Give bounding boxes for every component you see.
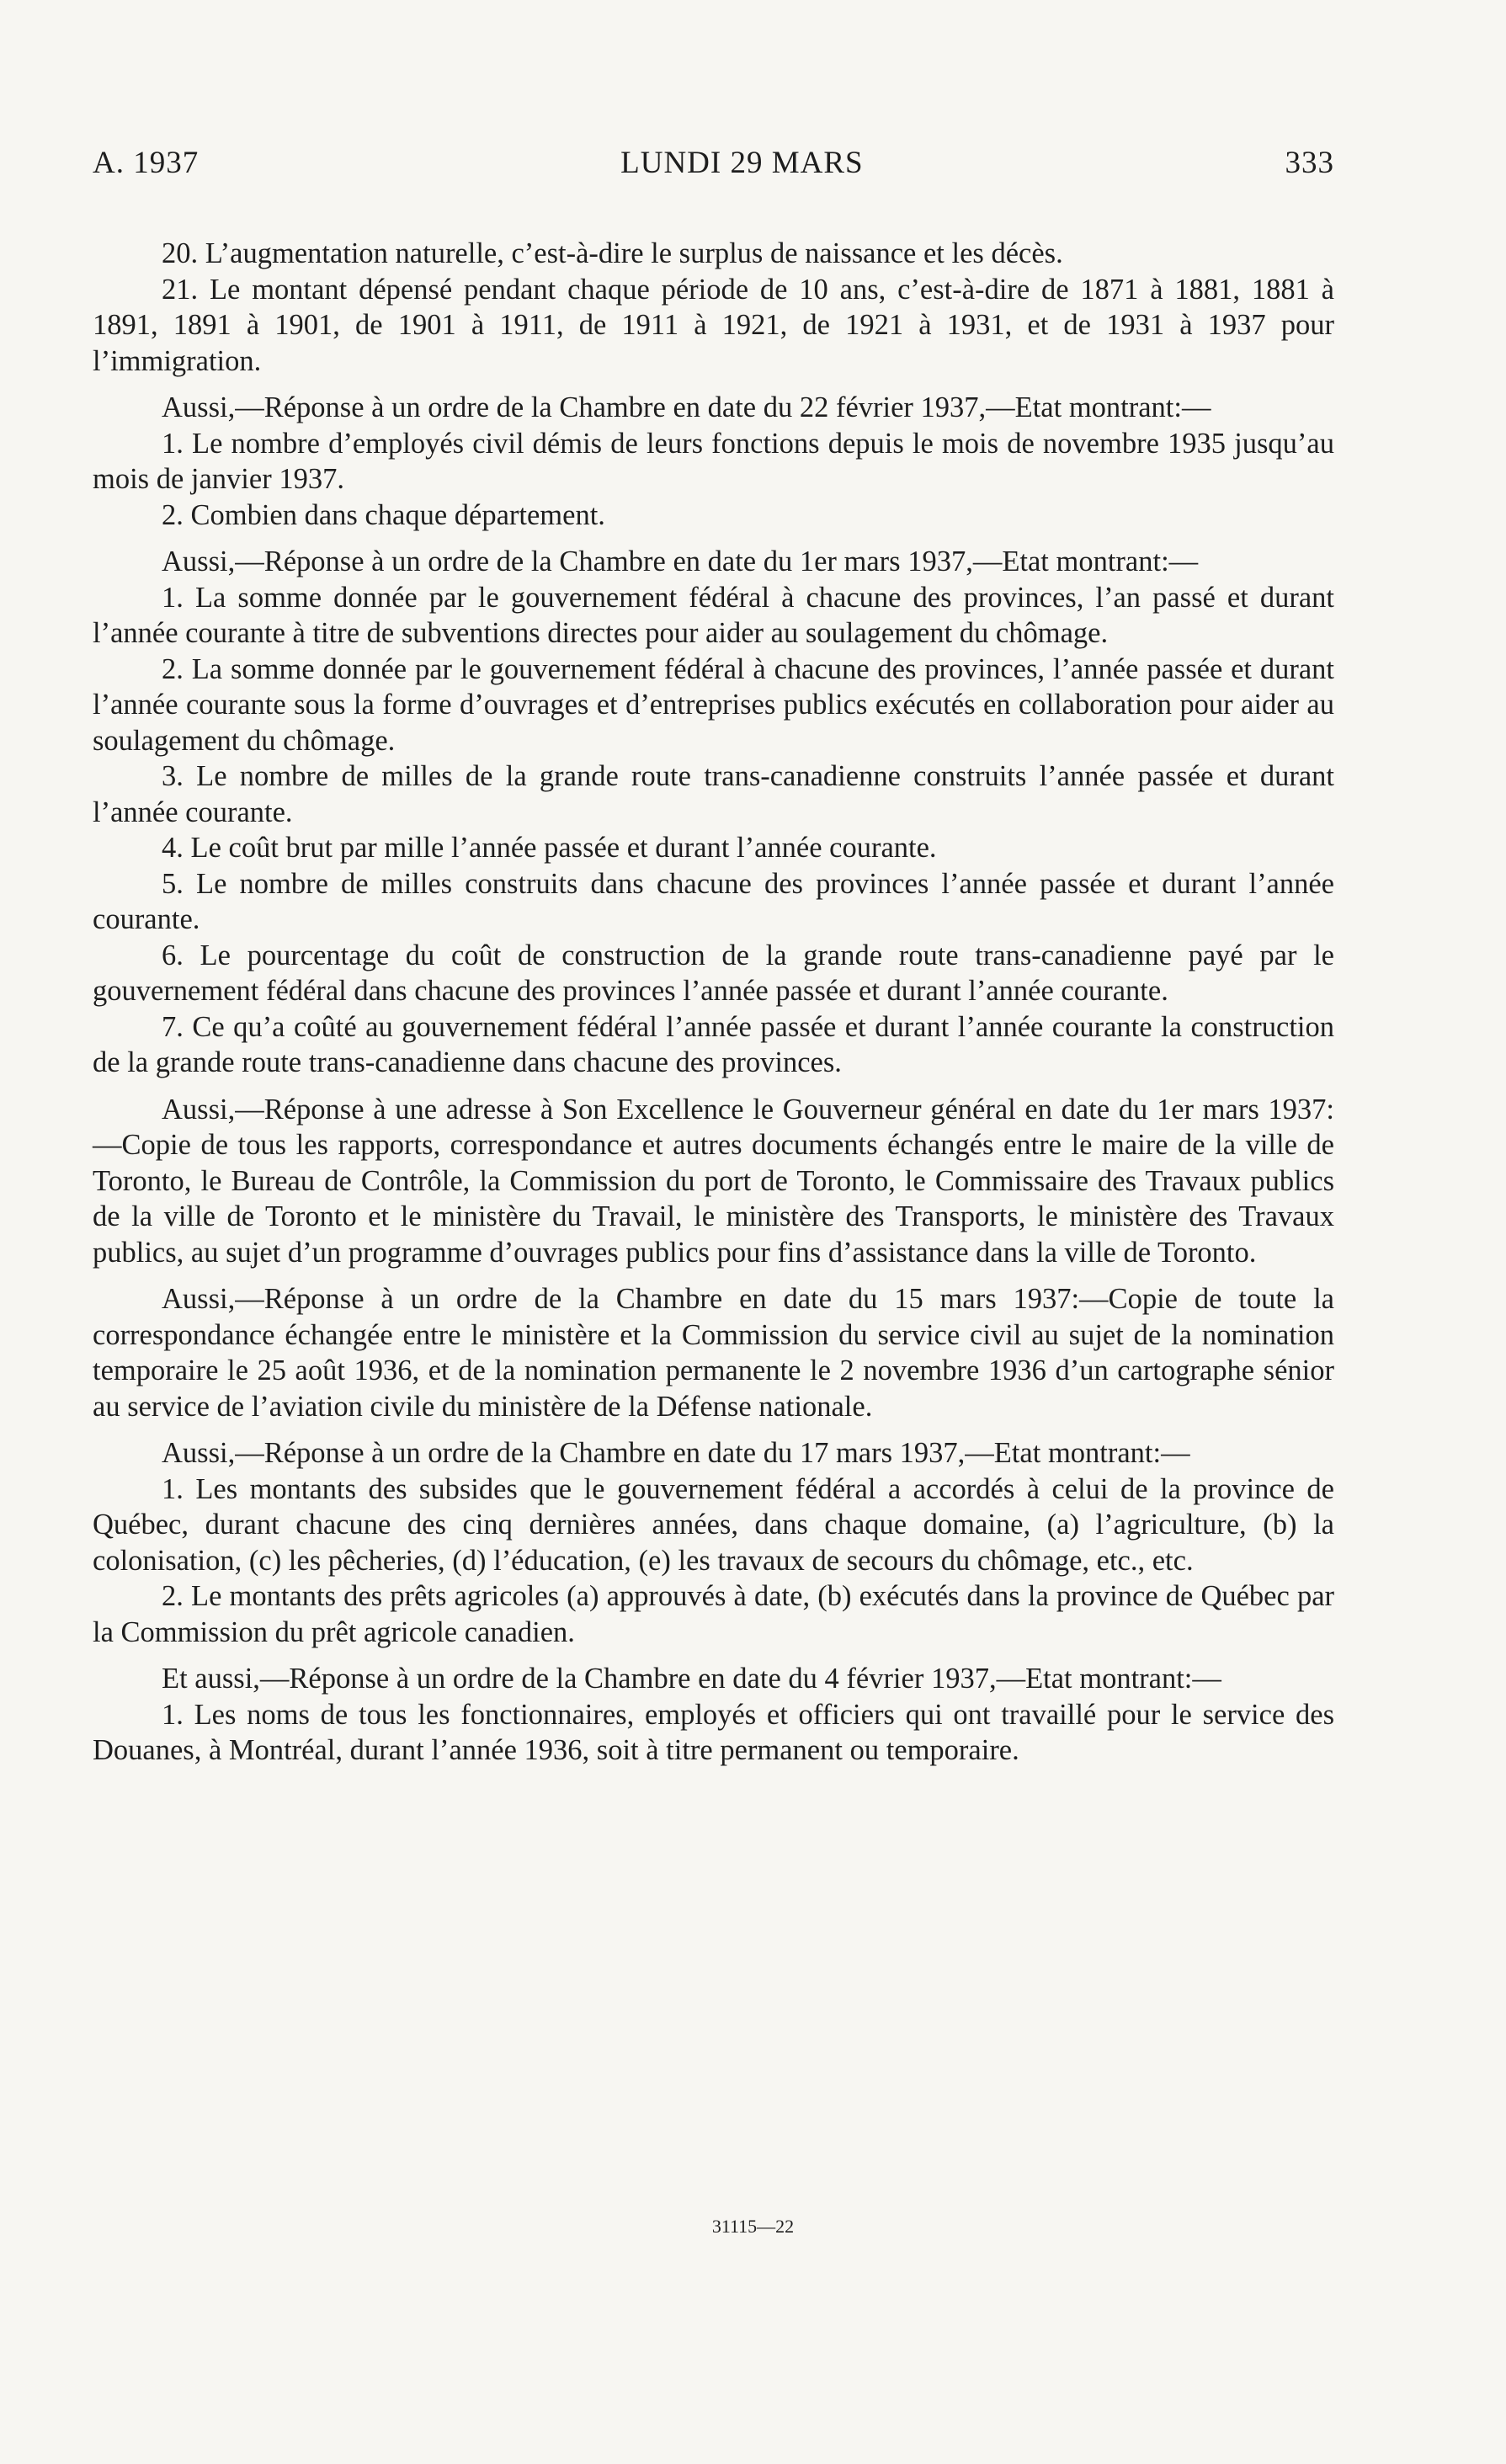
header-date: LUNDI 29 MARS <box>620 146 864 180</box>
paragraph: 2. Combien dans chaque département. <box>162 498 605 531</box>
paragraph: 7. Ce qu’a coûté au gouvernement fédéral l’année passée et durant l’année courante la construction de la grande route trans-canadienne dans chacune des provinces. <box>93 1010 1334 1078</box>
paragraph: 20. L’augmentation naturelle, c’est-à-dire le surplus de naissance et les décès. <box>162 237 1063 269</box>
paragraph: 2. La somme donnée par le gouvernement fédéral à chacune des provinces, l’année passée et durant l’année courante sous la forme d’ouvrages et d’entreprises publics exécutés en collaboration pour aider au soulagement du chômage. <box>93 652 1334 757</box>
paragraph: Aussi,—Réponse à un ordre de la Chambre en date du 1er mars 1937,—Etat montrant:— <box>162 545 1199 577</box>
page-body <box>93 236 1334 1769</box>
footer-code: 31115—22 <box>711 2216 795 2237</box>
paragraph: 3. Le nombre de milles de la grande route trans-canadienne construits l’année passée et durant l’année courante. <box>93 760 1334 828</box>
paragraph: Aussi,—Réponse à un ordre de la Chambre en date du 22 février 1937,—Etat montrant:— <box>162 391 1211 423</box>
paragraph: 1. Les montants des subsides que le gouvernement fédéral a accordés à celui de la province de Québec, durant chacune des cinq dernières années, dans chaque domaine, (a) l’agriculture, (b) la colonisation, (c) les pêcheries, (d) l’éducation, (e) les travaux de secours du chômage, etc., etc. <box>93 1472 1334 1577</box>
paragraph: Aussi,—Réponse à un ordre de la Chambre en date du 17 mars 1937,—Etat montrant:— <box>162 1437 1190 1469</box>
paragraph: 5. Le nombre de milles construits dans chacune des provinces l’année passée et durant l’année courante. <box>93 867 1334 935</box>
paragraph: Aussi,—Réponse à une adresse à Son Excellence le Gouverneur général en date du 1er mars 1937:—Copie de tous les rapports, correspondance et autres documents échangés entre le maire de la ville de Toronto, le Bureau de Contrôle, la Commission du port de Toronto, le Commissaire des Travaux publics de la ville de Toronto et le ministère du Travail, le ministère des Transports, le ministère des Travaux publics, au sujet d’un programme d’ouvrages publics pour fins d’assistance dans la ville de Toronto. <box>93 1093 1334 1269</box>
paragraph: Et aussi,—Réponse à un ordre de la Chambre en date du 4 février 1937,—Etat montrant:— <box>162 1663 1221 1695</box>
page-header <box>93 145 1334 181</box>
paragraph: 6. Le pourcentage du coût de construction de la grande route trans-canadienne payé par le gouvernement fédéral dans chacune des provinces l’année passée et durant l’année courante. <box>93 939 1334 1007</box>
paragraph: 4. Le coût brut par mille l’année passée et durant l’année courante. <box>162 832 937 864</box>
paragraph: Aussi,—Réponse à un ordre de la Chambre en date du 15 mars 1937:—Copie de toute la correspondance échangée entre le ministère et la Commission du service civil au sujet de la nomination temporaire le 25 août 1936, et de la nomination permanente le 2 novembre 1936 d’un cartographe sénior au service de l’aviation civile du ministère de la Défense nationale. <box>93 1283 1334 1423</box>
paragraph: 21. Le montant dépensé pendant chaque période de 10 ans, c’est-à-dire de 1871 à 1881, 1881 à 1891, 1891 à 1901, de 1901 à 1911, de 1911 à 1921, de 1921 à 1931, et de 1931 à 1937 pour l’immigration. <box>93 273 1334 377</box>
page-number: 333 <box>1285 146 1334 180</box>
paragraph: 2. Le montants des prêts agricoles (a) approuvés à date, (b) exécutés dans la province de Québec par la Commission du prêt agricole canadien. <box>93 1580 1334 1648</box>
paragraph: 1. Le nombre d’employés civil démis de leurs fonctions depuis le mois de novembre 1935 jusqu’au mois de janvier 1937. <box>93 427 1334 495</box>
paragraph: 1. La somme donnée par le gouvernement fédéral à chacune des provinces, l’an passé et durant l’année courante à titre de subventions directes pour aider au soulagement du chômage. <box>93 581 1334 649</box>
paragraph: 1. Les noms de tous les fonctionnaires, employés et officiers qui ont travaillé pour le service des Douanes, à Montréal, durant l’année 1936, soit à titre permanent ou temporaire. <box>93 1698 1334 1766</box>
header-year: A. 1937 <box>93 146 200 180</box>
